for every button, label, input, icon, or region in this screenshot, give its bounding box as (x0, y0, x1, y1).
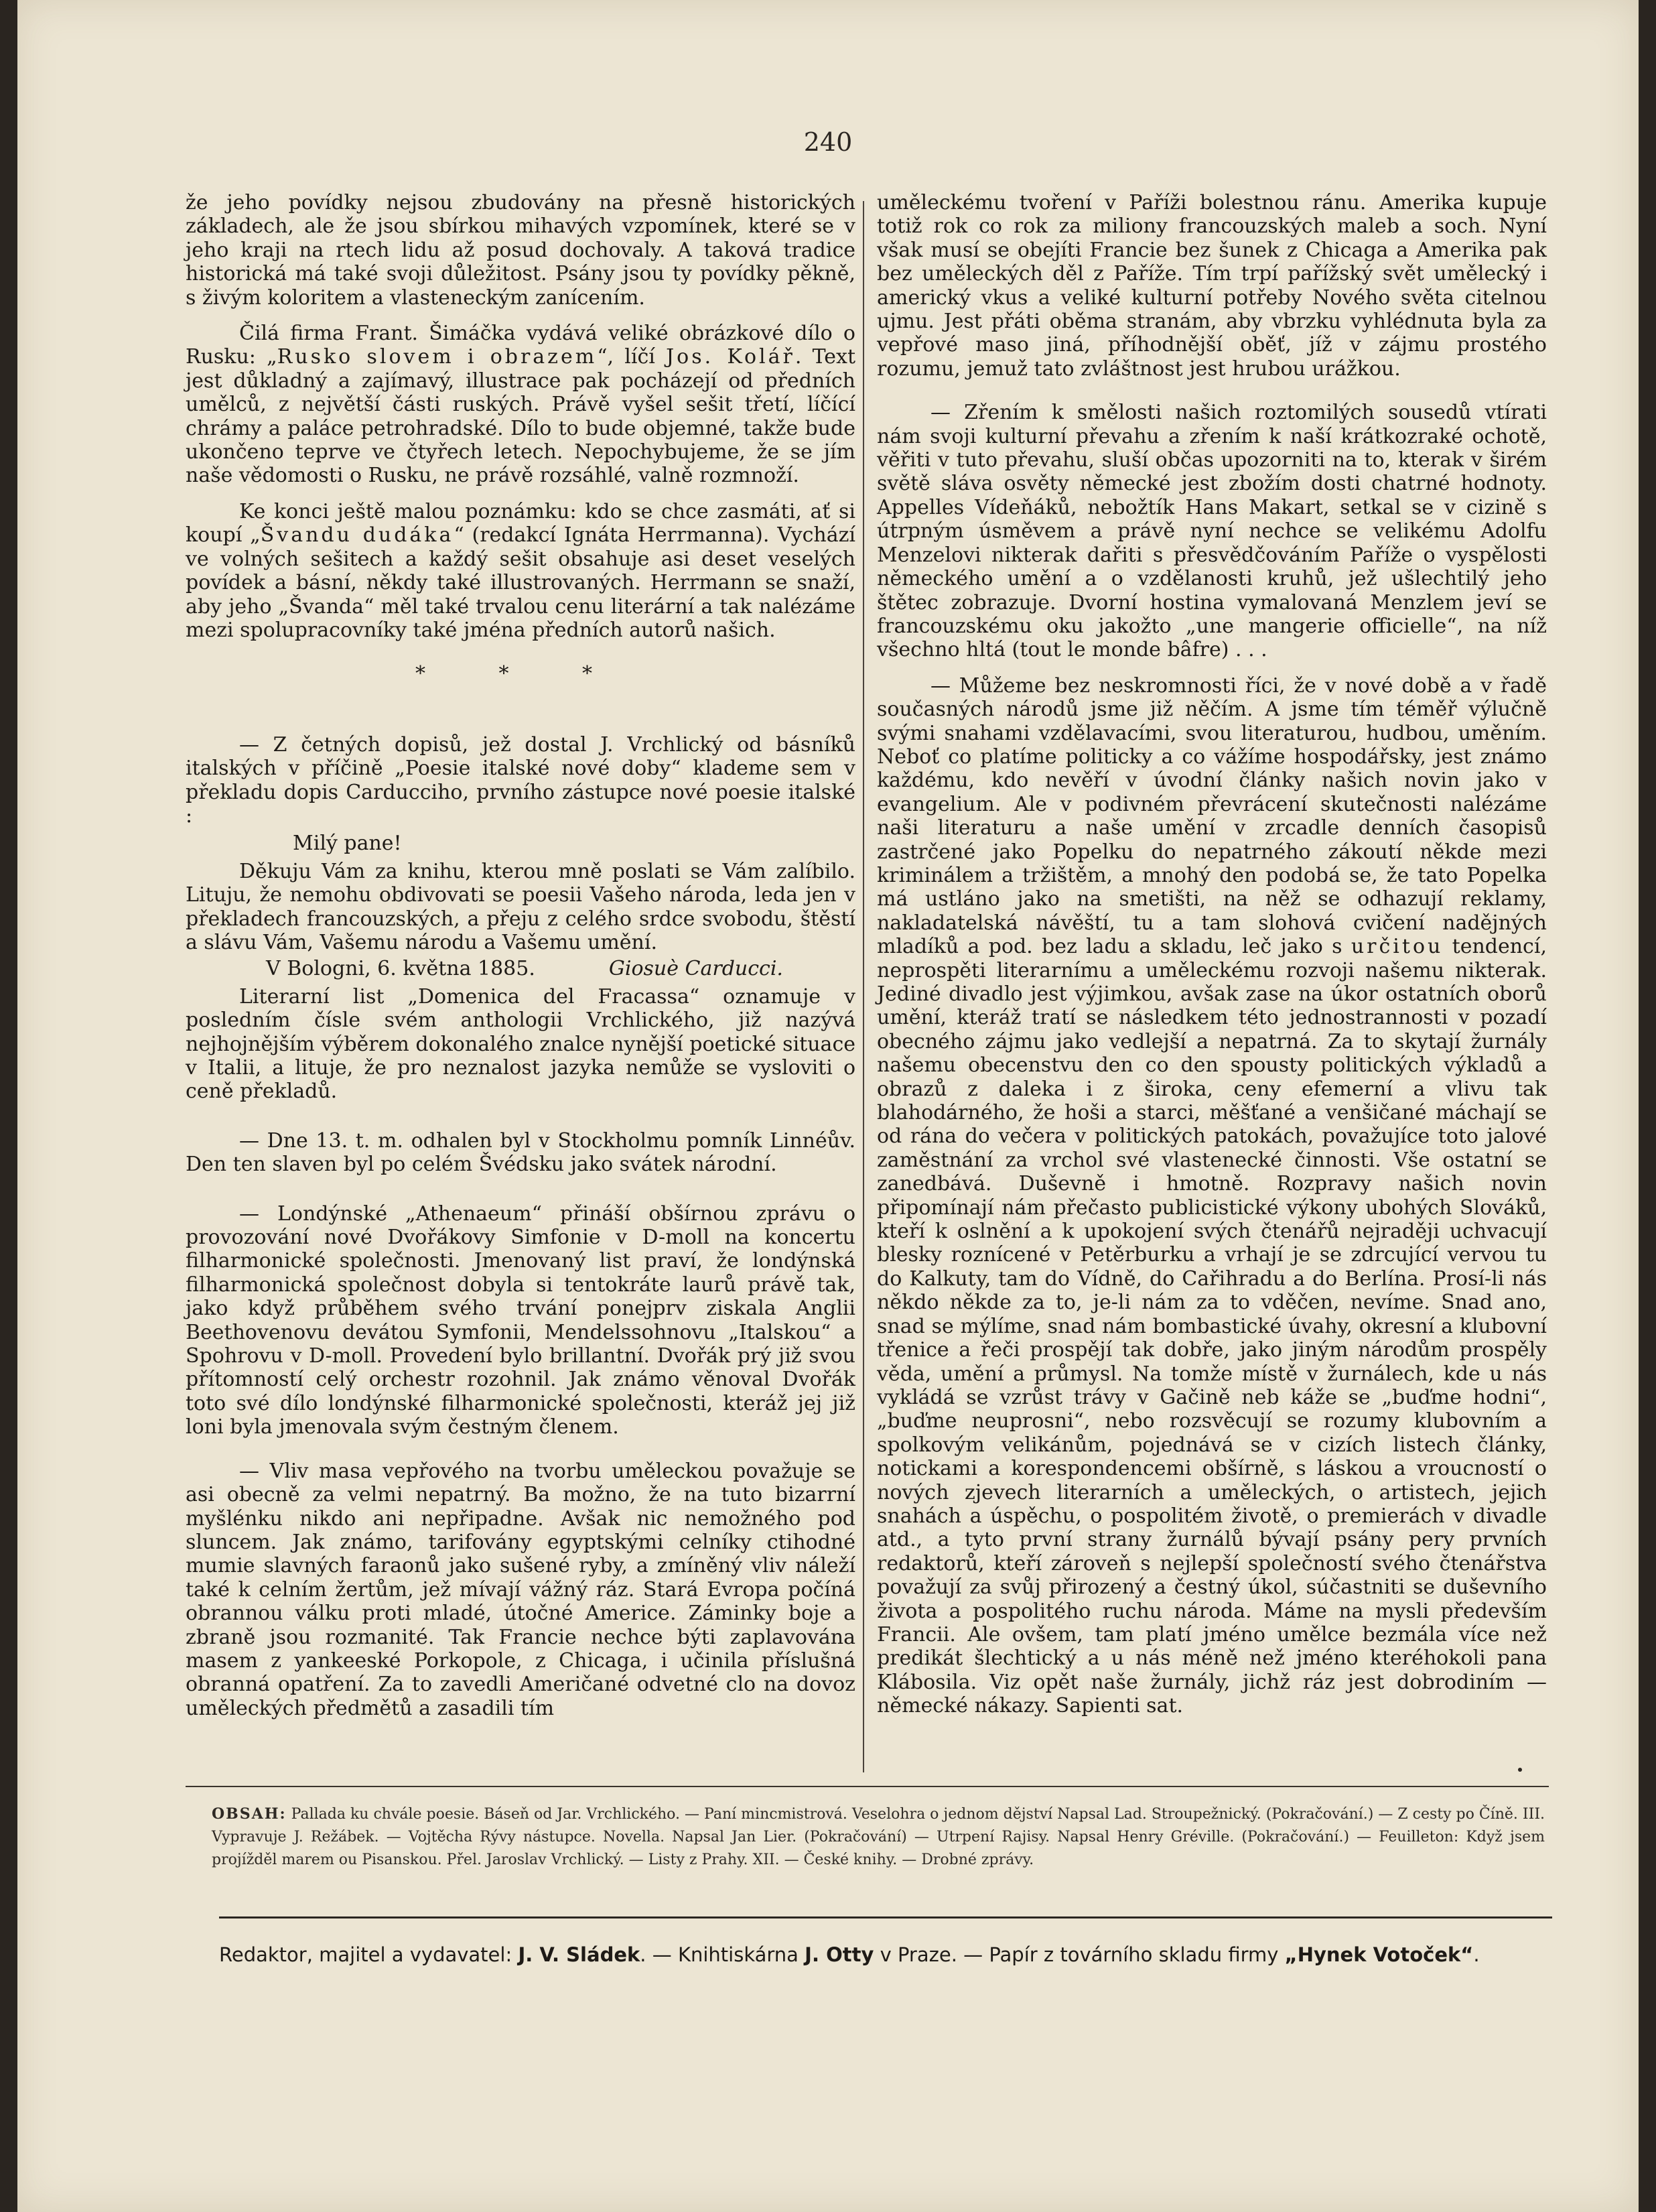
page-number: 240 (803, 127, 853, 157)
author-kolar: Jos. Kolář (666, 345, 795, 369)
paragraph-vrchlicky-letters: — Z četných dopisů, jež dostal J. Vrchlický od básníků italských v příčině „Poesie italské nové doby“ klademe sem v překladu dopis Carducciho, prvního zástupce nové poesie italské : (186, 732, 855, 828)
right-column (877, 191, 1547, 1718)
supplier-name: „Hynek Votoček“ (1284, 1943, 1474, 1966)
section-separator-stars: * * * (415, 662, 626, 686)
contents-top-rule (186, 1786, 1549, 1787)
paragraph-rusko: Čilá firma Frant. Šimáčka vydává veliké obrázkové dílo o Rusku: „Rusko slovem i obrazem“, líčí Jos. Kolář. Text jest důkladný a zajímavý, illustrace pak pocházejí od předních umělců, z největší části ruských. Právě vyšel sešit třetí, líčící chrámy a paláce petrohradské. Dílo to bude objemné, takže bude ukončeno teprve ve čtyřech letech. Nepochybujeme, že se jím naše vědomosti o Rusku, ne právě rozsáhlé, valně rozmnoží. (186, 322, 856, 488)
imprint-footer: Redaktor, majitel a vydavatel: J. V. Sládek. — Knihtiskárna J. Otty v Praze. — Papír z továrního skladu firmy „Hynek Votoček“. (219, 1943, 1480, 1966)
column-divider (863, 201, 864, 1772)
book-title-svanda: Švandu dudáka (260, 523, 454, 547)
newspaper-page (17, 0, 1639, 2212)
signature-name: Giosuè Carducci. (608, 957, 783, 981)
paragraph-german-culture: — Zřením k smělosti našich roztomilých sousedů vtírati nám svoji kulturní převahu a zřením k naší krátkozraké ochotě, věřiti v tuto převahu, sluší občas upozorniti na to, kterak v širém světě sláva osvěty německé jest zbožím dosti chatrné hodnoty. Appelles Vídeňáků, nebožtík Hans Makart, setkal se v cizině s útrpným úsměvem a právě nyní nechce se velikému Adolfu Menzelovi nikterak dařiti s přesvědčováním Paříže o vyspělosti německého umění a o vzdělanosti kruhů, jež ušlechtilý jeho štětec zobrazuje. Dvorní hostina vymalovaná Menzlem jeví se francouzskému oku jakožto „une mangerie officielle“, na níž všechno hltá (tout le monde bâfre) . . . (877, 401, 1547, 662)
contents-text: Pallada ku chvále poesie. Báseň od Jar. Vrchlického. — Paní mincmistrová. Veselohra o jednom dějství Napsal Lad. Stroupežnický. (Pokračování.) — Z cesty po Číně. III. Vypravuje J. Režábek. — Vojtěcha Rývy nástupce. Novella. Napsal Jan Lier. (Pokračování) — Utrpení Rajisy. Napsal Henry Gréville. (Pokračování.) — Feuilleton: Když jsem projížděl marem ou Pisanskou. Přel. Jaroslav Vrchlický. — Listy z Prahy. XII. — České knihy. — Drobné zprávy. (212, 1806, 1545, 1868)
paragraph-svanda: Ke konci ještě malou poznámku: kdo se chce zasmáti, ať si koupí „Švandu dudáka“ (redakcí Ignáta Herrmanna). Vychází ve volných sešitech a každý sešit obsahuje asi deset veselých povídek a básní, někdy také illustrovaných. Herrmann se snaží, aby jeho „Švanda“ měl také trvalou cenu literární a tak nalézáme mezi spolupracovníky také jména předních autorů našich. (186, 499, 856, 642)
spaced-word-urcitou: určitou (1351, 935, 1444, 959)
letter-signature: V Bologni, 6. května 1885. Giosuè Carducci. (266, 957, 783, 981)
letter-body: Děkuju Vám za knihu, kterou mně poslati se Vám zalíbilo. Lituju, že nemohu obdivovati se poesii Vašeho národa, leda jen v překladech francouzských, a přeju z celého srdce svobodu, štěstí a slávu Vám, Vašemu národu a Vašemu umění. (186, 859, 855, 954)
editor-name: J. V. Sládek (518, 1943, 640, 1966)
paragraph-fracassa: Literarní list „Domenica del Fracassa“ oznamuje v posledním čísle svém anthologii Vrchlického, již nazývá nejhojnějším výběrem dokonalého znalce nynější poetické situace v Italii, a lituje, že pro neznalost jazyka nemůže se vysloviti o ceně překladů. (186, 984, 855, 1104)
table-of-contents (212, 1803, 1545, 1872)
contents-label: OBSAH: (212, 1805, 287, 1823)
paragraph-pork-art-cont: uměleckému tvoření v Paříži bolestnou ránu. Amerika kupuje totiž rok co rok za miliony francouzských maleb a soch. Nyní však musí se obejíti Francie bez šunek z Chicaga a Amerika pak bez uměleckých děl z Paříže. Tím trpí pařížský svět umělecký i americký vkus a veliké kulturní potřeby Nového světa citelnou ujmu. Jest přáti oběma stranám, aby vbrzku vyhlédnuta byla za vepřové maso jiná, příhodnější oběť, jíž v zájmu prostého rozumu, jemuž tato zvláštnost jest hrubou urážkou. (877, 191, 1547, 381)
footer-rule (219, 1916, 1552, 1918)
left-column (186, 191, 855, 1720)
paragraph-czech-press: — Můžeme bez neskromnosti říci, že v nové době a v řadě současných národů jsme již něčím. A jsme tím téměř výlučně svými snahami vzdělavacími, svou literaturou, hudbou, uměním. Neboť co platíme politicky a co vážíme hospodářsky, jest známo každému, kdo nevěří v úvodní články našich novin jako v evangelium. Ale v podivném převrácení skutečnosti nalézáme naši literaturu a naše umění v zrcadle denních časopisů zastrčené jako Popelku do nepatrného zákoutí někde mezi kriminálem a tržištěm, a mnohý den podobá se, že tato Popelka má ustláno jako na smetišti, na něž se odhazují reklamy, nakladatelská návěští, tu a tam slohová cvičení nadějných mladíků a pod. bez ladu a skladu, leč jako s určitou tendencí, neprospěti literarnímu a uměleckému rozvoji našemu nikterak. Jediné divadlo jest výjimkou, avšak zase na úkor ostatních oborů umění, kteráž tratí se následkem této jednostrannosti v pozadí obecného zájmu jako vedlejší a nepatrná. Za to skytají žurnály našemu obecenstvu den co den spousty politických výkladů a obrazů z daleka i z široka, ceny efemerní a vlivu tak blahodárného, že hoši a starci, měšťané a venšičané máchají se od rána do večera v politických patokách, považujíce toto jalové zaměstnání za vrchol své vlastenecké činnosti. Vše ostatní se zanedbává. Duševně i hmotně. Rozpravy našich novin připomínají nám přečasto publicistické výkony ubohých Slováků, kteří k oslnění a k upokojení svých čtenářů nejraději uchvacují blesky roznícené v Petěrburku a vrhají je se zdrcující vervou tu do Kalkuty, tam do Vídně, do Cařihradu a do Berlína. Prosí-li nás někdo někde za to, je-li nám za to vděčen, nevíme. Snad ano, snad se mýlíme, snad nám bombastické úvahy, okresní a klubovní třenice a řeči prospějí tak dobře, jako jiným národům prospěly věda, umění a průmysl. Na tomže místě v žurnálech, kde u nás vykládá se vzrůst trávy v Gačině neb káže se „buďme hodni“, „buďme neuprosni“, nebo rozsvěcují se rozumy klubovním a spolkovým velikánům, pojednává se v cizích listech články, notickami a korespondencemi obšírně, s láskou a vroucností o nových zjevech literarních a uměleckých, o artistech, jejich snahách a úspěchu, o pospolitém životě, o premierách v divadle atd., a tyto první strany žurnálů bývají psány pery prvních redaktorů, kteří zároveň s nejlepší společností svého čtenářstva považují za svůj přirozený a čestný úkol, súčastniti se duševního života a pospolitého ruchu národa. Máme na mysli především Francii. Ale ovšem, tam platí jméno umělce bezmála více než predikát šlechtický a u nás méně než jméno kteréhokoli pana Klábosila. Viz opět naše žurnály, jichž ráz jest dobrodiním — německé nákazy. Sapienti sat. (877, 673, 1547, 1718)
paragraph-chodsko-review: že jeho povídky nejsou zbudovány na přesně historických základech, ale že jsou sbírkou mihavých vzpomínek, které se v jeho kraji na rtech lidu až posud dochovaly. A taková tradice historická má také svoji důležitost. Psány jsou ty povídky pěkně, s živým koloritem a vlasteneckým zanícením. (186, 191, 855, 310)
book-title-rusko: Rusko slovem i obrazem (277, 345, 598, 369)
paragraph-athenaeum: — Londýnské „Athenaeum“ přináší obšírnou zprávu o provozování nové Dvořákovy Simfonie v D-moll na koncertu filharmonické společnosti. Jmenovaný list praví, že londýnská filharmonická společnost dobyla si tentokráte laurů právě tak, jako když průběhem svého trvání ponejprv ziskala Anglii Beethovenovu devátou Symfonii, Mendelssohnovu „Italskou“ a Spohrovu v D-moll. Provedení bylo brillantní. Dvořák prý již svou přítomností celý orchestr rozohnil. Jak známo věnoval Dvořák toto své dílo londýnské filharmonické společnosti, kteráž jej již loni byla jmenovala svým čestným členem. (186, 1201, 855, 1439)
paragraph-pork-art: — Vliv masa vepřového na tvorbu uměleckou považuje se asi obecně za velmi nepatrný. Ba možno, že na tuto bizarrní myšlénku nikdo ani nepřipadne. Avšak nic nemožného pod sluncem. Jak známo, tarifovány egyptskými celníky ctihodné mumie slavných faraonů jako sušené ryby, a zmíněný vliv náleží také k celním žertům, jež mívají vážný ráz. Stará Evropa počíná obrannou válku proti mladé, útočné Americe. Záminky boje a zbraně jsou rozmanité. Tak Francie nechce býti zaplavována masem z yankeeské Porkopole, z Chicaga, i učinila příslušná obranná opatření. Za to zavedli Američané odvetné clo na dovoz uměleckých předmětů a zasadili tím (186, 1459, 855, 1720)
paragraph-linne: — Dne 13. t. m. odhalen byl v Stockholmu pomník Linnéův. Den ten slaven byl po celém Švédsku jako svátek národní. (186, 1128, 855, 1177)
end-mark-dot (1518, 1768, 1522, 1772)
letter-greeting: Milý pane! (293, 832, 402, 856)
printer-name: J. Otty (805, 1943, 874, 1966)
